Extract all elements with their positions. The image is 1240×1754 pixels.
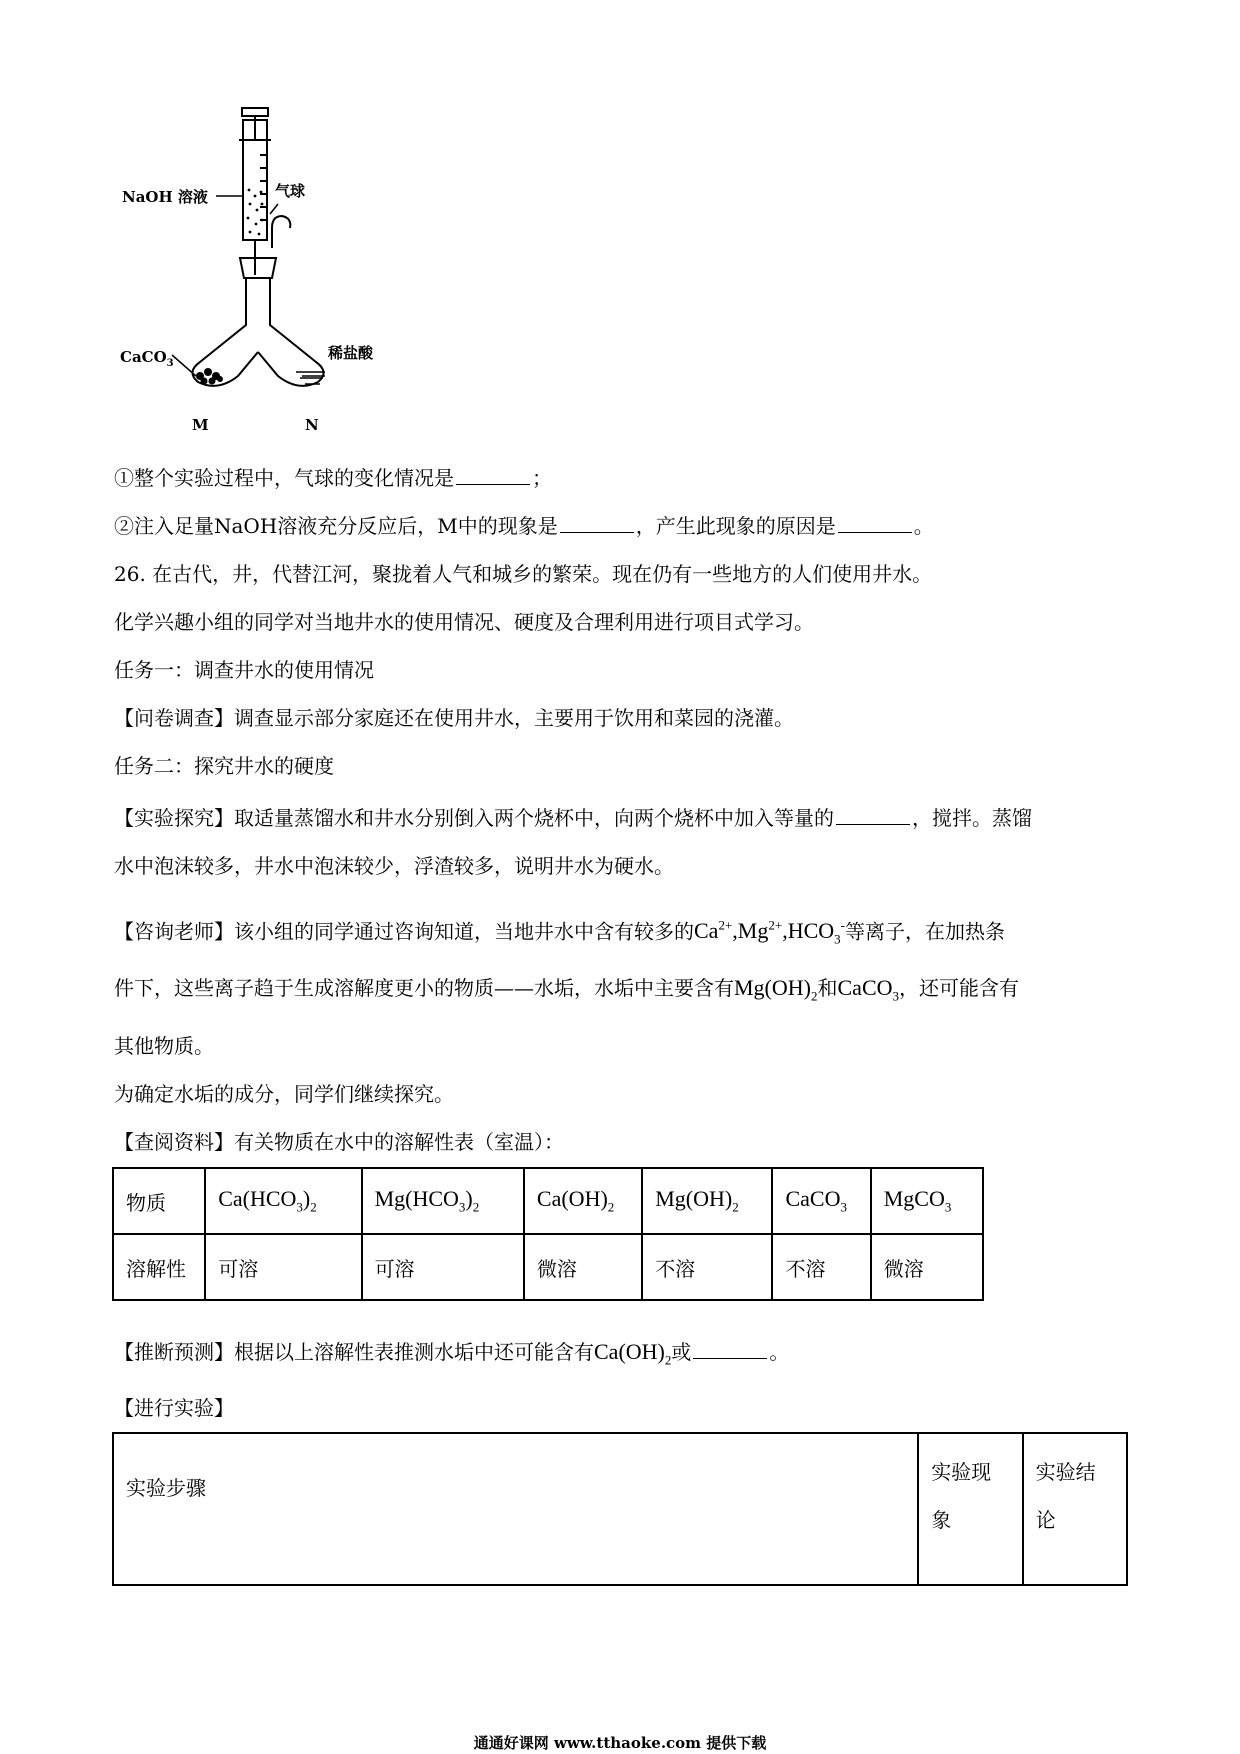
answer-blank[interactable] [838, 514, 912, 533]
answer-blank[interactable] [836, 806, 910, 825]
task-1: 任务一：调查井水的使用情况 [114, 658, 374, 682]
consult-text-3: 其他物质。 [114, 1034, 214, 1058]
lookup-text: 【查阅资料】有关物质在水中的溶解性表（室温）： [114, 1130, 564, 1154]
solubility-cell: 可溶 [205, 1234, 361, 1300]
table-row [113, 1234, 983, 1300]
label-caco3: CaCO$_3$ [120, 348, 174, 369]
label-balloon: 气球 [275, 182, 306, 200]
col-conclusion: 实验结论 [1023, 1433, 1127, 1585]
solubility-cell: 不溶 [642, 1234, 772, 1300]
solubility-cell: 不溶 [772, 1234, 870, 1300]
label-m: M [192, 416, 209, 434]
substance-cell: $Ca(HCO_3)_2$ [205, 1168, 361, 1234]
predict-text: 【推断预测】根据以上溶解性表推测水垢中还可能含有$Ca(OH)_2$或 。 [114, 1339, 790, 1368]
label-n: N [305, 416, 319, 434]
footer: 通通好课网 www.tthaoke.com 提供下载 [473, 1734, 767, 1752]
col-phenomenon: 实验现象 [918, 1433, 1022, 1585]
table-row [113, 1168, 983, 1234]
substance-cell: $Mg(HCO_3)_2$ [362, 1168, 524, 1234]
solubility-cell: 可溶 [362, 1234, 524, 1300]
solubility-table [112, 1167, 984, 1301]
question-2: ②注入足量NaOH溶液充分反应后，M中的现象是 ，产生此现象的原因是 。 [114, 514, 934, 538]
consult-text: 【咨询老师】该小组的同学通过咨询知道，当地井水中含有较多的$Ca^{2+},Mg^{2+},HCO_3^-$等离子，在加热条 [114, 918, 1005, 947]
solubility-cell: 微溶 [871, 1234, 983, 1300]
task-2: 任务二：探究井水的硬度 [114, 754, 334, 778]
label-naoh: NaOH 溶液 [122, 188, 208, 206]
consult-text-2: 件下，这些离子趋于生成溶解度更小的物质——水垢，水垢中主要含有$Mg(OH)_2$和CaCO$_3$，还可能含有 [114, 975, 1019, 1004]
substance-cell: MgCO$_3$ [871, 1168, 983, 1234]
table-header-label: 物质 [113, 1168, 205, 1234]
table-row-label: 溶解性 [113, 1234, 205, 1300]
experiment-text: 【实验探究】取适量蒸馏水和井水分别倒入两个烧杯中，向两个烧杯中加入等量的 ，搅拌。蒸馏 [114, 806, 1032, 830]
table-row [113, 1433, 1127, 1585]
substance-cell: $Ca(OH)_2$ [524, 1168, 642, 1234]
question-1: ①整个实验过程中，气球的变化情况是 ； [114, 466, 552, 490]
substance-cell: $Mg(OH)_2$ [642, 1168, 772, 1234]
problem-26-intro-2: 化学兴趣小组的同学对当地井水的使用情况、硬度及合理利用进行项目式学习。 [114, 610, 814, 634]
experiment-text-2: 水中泡沫较多，井水中泡沫较少，浮渣较多，说明井水为硬水。 [114, 854, 674, 878]
answer-blank[interactable] [560, 514, 634, 533]
determine-text: 为确定水垢的成分，同学们继续探究。 [114, 1082, 454, 1106]
problem-26-intro: 26. 在古代，井，代替江河，聚拢着人气和城乡的繁荣。现在仍有一些地方的人们使用井水。 [114, 562, 933, 586]
solubility-cell: 微溶 [524, 1234, 642, 1300]
experiment-table [112, 1432, 1128, 1586]
answer-blank[interactable] [456, 466, 530, 485]
label-hcl: 稀盐酸 [328, 344, 374, 362]
substance-cell: CaCO$_3$ [772, 1168, 870, 1234]
col-steps: 实验步骤 [113, 1433, 918, 1585]
survey-text: 【问卷调查】调查显示部分家庭还在使用井水，主要用于饮用和菜园的浇灌。 [114, 706, 794, 730]
apparatus-diagram [120, 100, 420, 440]
answer-blank[interactable] [693, 1340, 767, 1359]
conduct-heading: 【进行实验】 [114, 1396, 234, 1420]
